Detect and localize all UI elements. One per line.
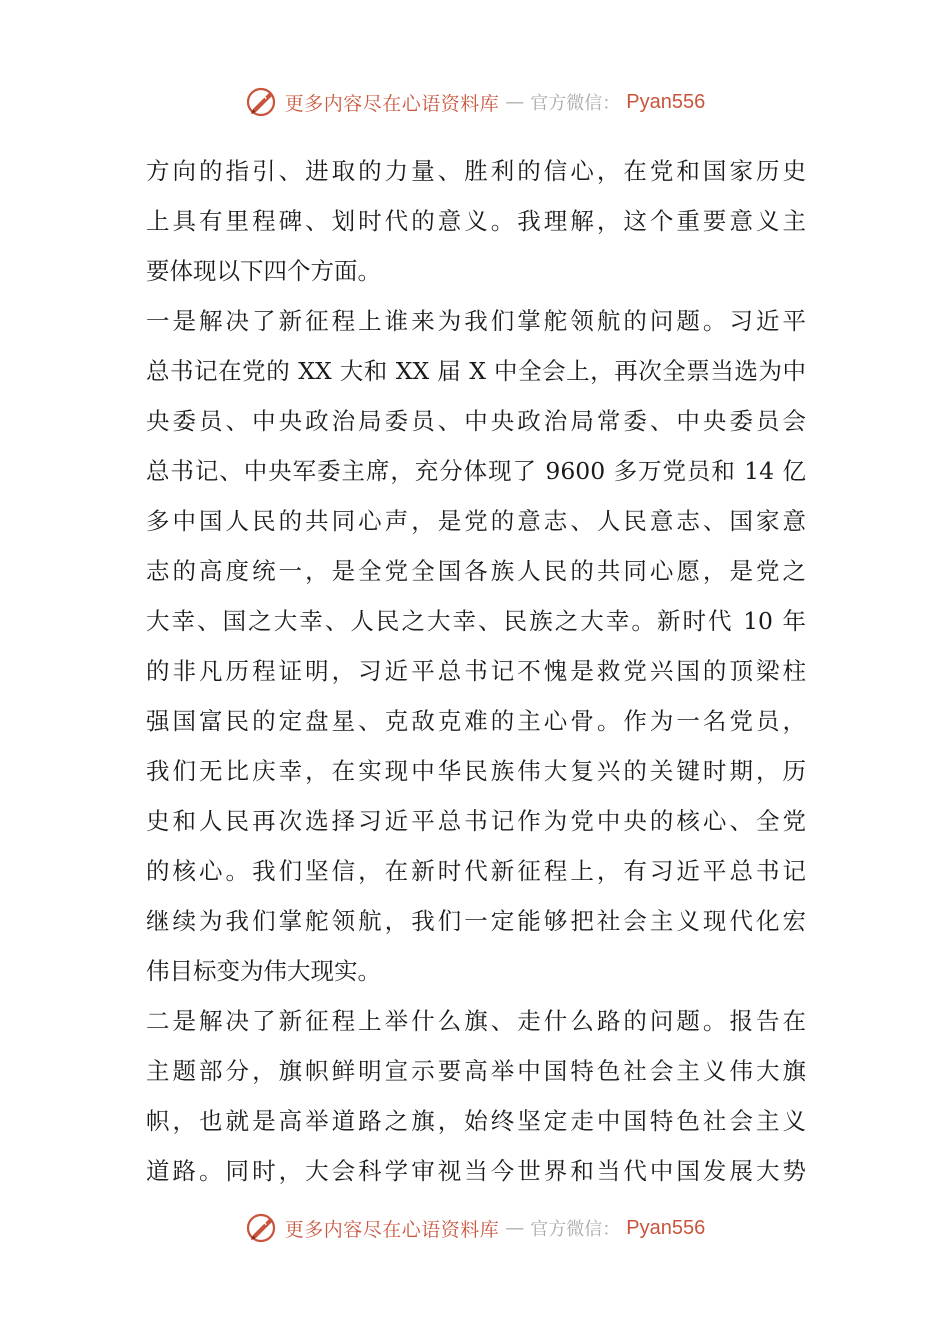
banner-title: 更多内容尽在心语资料库 xyxy=(284,1218,500,1241)
text-line: 史和人民再次选择习近平总书记作为党中央的核心、全党 xyxy=(146,807,806,835)
text-line: 总书记在党的 XX 大和 XX 届 X 中全会上，再次全票当选为中 xyxy=(146,357,806,385)
text-line: 二是解决了新征程上举什么旗、走什么路的问题。报告在 xyxy=(146,1007,806,1035)
text-line: 方向的指引、进取的力量、胜利的信心，在党和国家历史 xyxy=(146,157,806,185)
text-line: 我们无比庆幸，在实现中华民族伟大复兴的关键时期，历 xyxy=(146,757,806,785)
text-line: 大幸、国之大幸、人民之大幸、民族之大幸。新时代 10 年 xyxy=(146,607,806,635)
text-line: 上具有里程碑、划时代的意义。我理解，这个重要意义主 xyxy=(146,207,806,235)
banner-dash: — xyxy=(505,1217,525,1239)
text-line: 一是解决了新征程上谁来为我们掌舵领航的问题。习近平 xyxy=(146,307,806,335)
text-line: 道路。同时，大会科学审视当今世界和当代中国发展大势 xyxy=(146,1157,806,1185)
text-line: 的非凡历程证明，习近平总书记不愧是救党兴国的顶梁柱 xyxy=(146,657,806,685)
banner-label: 官方微信： xyxy=(530,93,621,114)
text-line: 志的高度统一，是全党全国各族人民的共同心愿，是党之 xyxy=(146,557,806,585)
text-line: 央委员、中央政治局委员、中央政治局常委、中央委员会 xyxy=(146,407,806,435)
text-line: 继续为我们掌舵领航，我们一定能够把社会主义现代化宏 xyxy=(146,907,806,935)
banner-dash: — xyxy=(505,91,525,113)
pen-logo-icon xyxy=(245,85,279,119)
pen-logo-icon xyxy=(245,1211,279,1245)
footer-banner xyxy=(0,1208,950,1248)
text-line: 强国富民的定盘星、克敌克难的主心骨。作为一名党员， xyxy=(146,707,806,735)
document-body xyxy=(146,146,806,1196)
banner-wechat-id: Pyan556 xyxy=(626,1216,706,1239)
banner-title: 更多内容尽在心语资料库 xyxy=(284,92,500,115)
banner-label: 官方微信： xyxy=(530,1219,621,1240)
header-banner-content xyxy=(245,85,705,119)
text-line: 要体现以下四个方面。 xyxy=(146,257,381,285)
text-line: 帜，也就是高举道路之旗，始终坚定走中国特色社会主义 xyxy=(146,1107,806,1135)
header-banner xyxy=(0,82,950,122)
text-line: 伟目标变为伟大现实。 xyxy=(146,957,381,985)
text-line: 的核心。我们坚信，在新时代新征程上，有习近平总书记 xyxy=(146,857,806,885)
banner-wechat-id: Pyan556 xyxy=(626,90,706,113)
text-line: 主题部分，旗帜鲜明宣示要高举中国特色社会主义伟大旗 xyxy=(146,1057,806,1085)
text-line: 总书记、中央军委主席，充分体现了 9600 多万党员和 14 亿 xyxy=(146,457,806,485)
footer-banner-content xyxy=(245,1211,705,1245)
text-line: 多中国人民的共同心声，是党的意志、人民意志、国家意 xyxy=(146,507,806,535)
